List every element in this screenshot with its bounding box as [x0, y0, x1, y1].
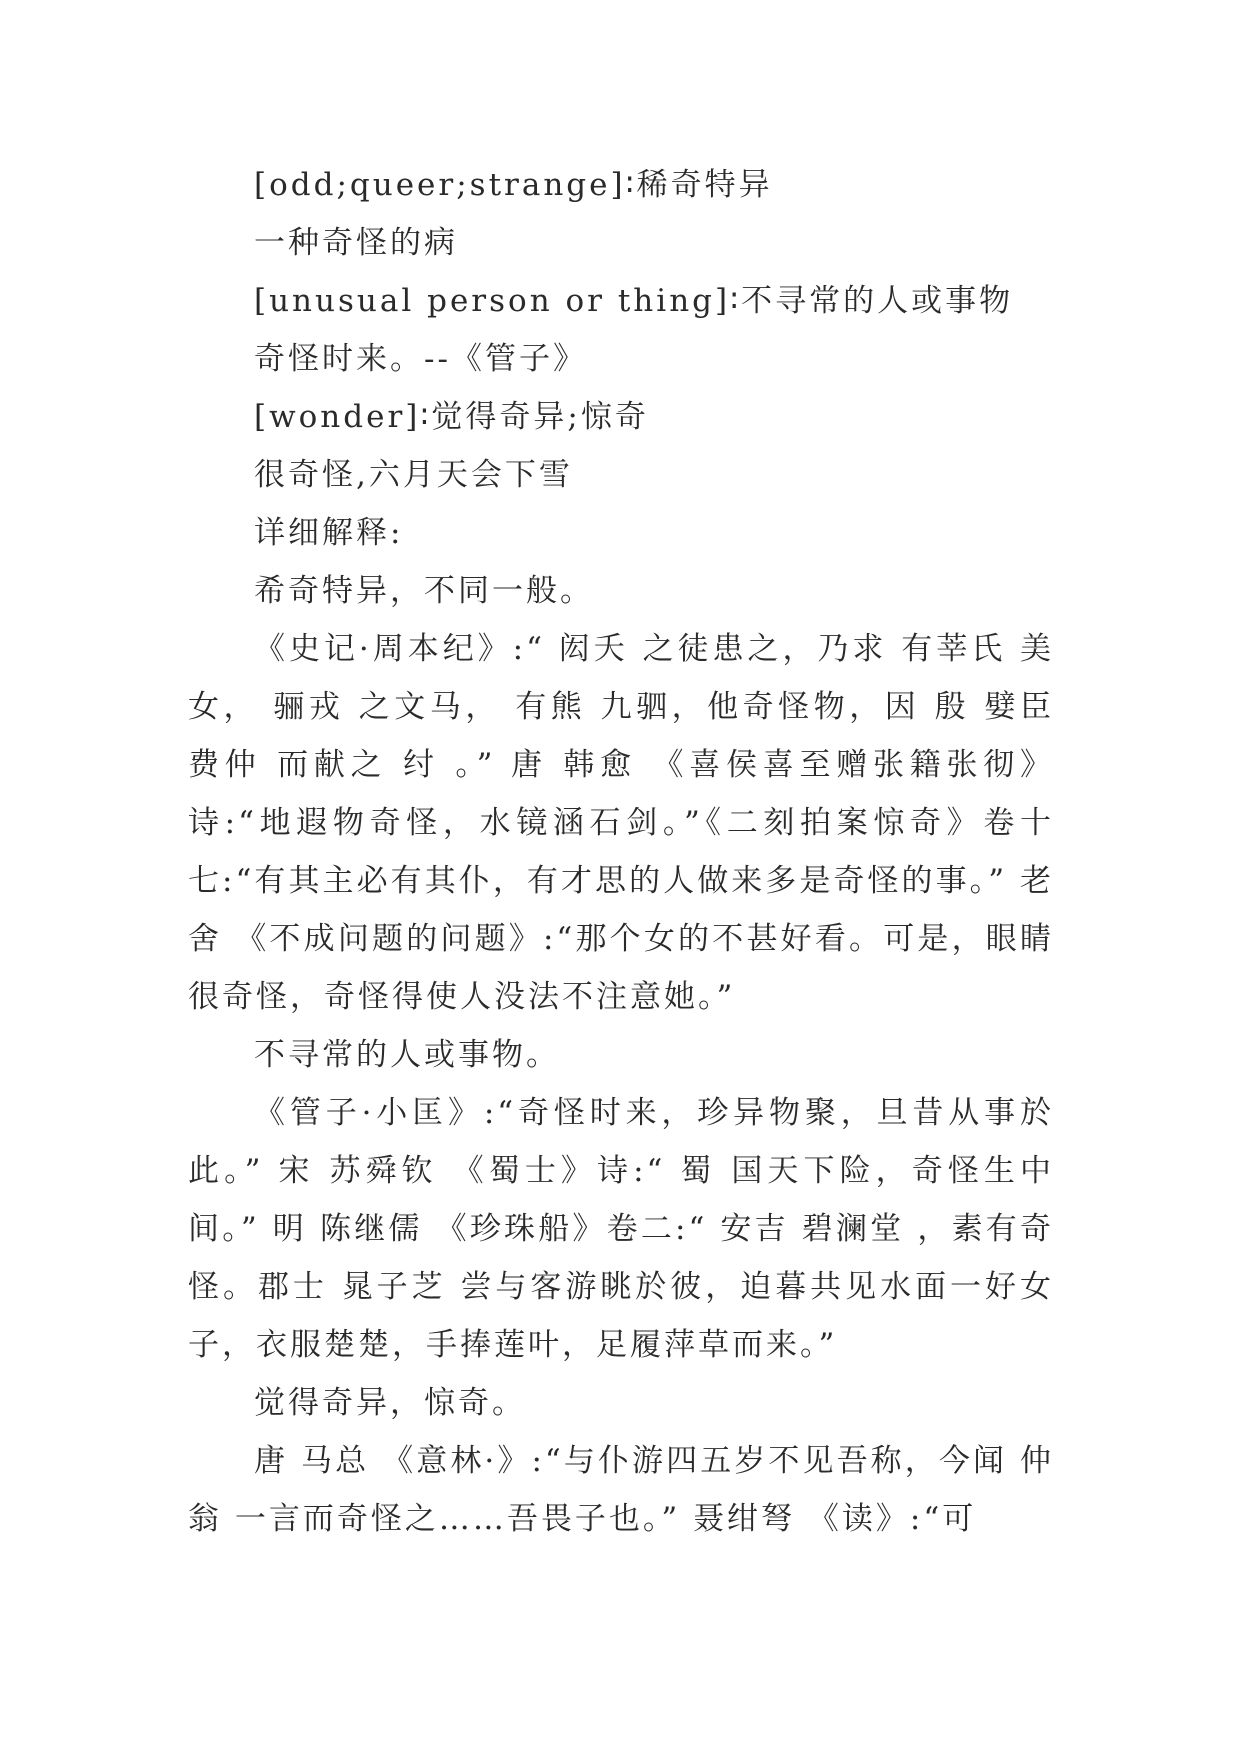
definition-line-1: [odd;queer;strange]∶稀奇特异 [254, 167, 773, 203]
definition-line-2: [unusual person or thing]∶不寻常的人或事物 [254, 283, 1014, 319]
example-line-2: 奇怪时来。--《管子》 [254, 341, 587, 377]
sense-1-text: 希奇特异，不同一般。 [254, 573, 594, 609]
sense-1-citations: 《史记·周本纪》:“ 闳夭 之徒患之，乃求 有莘氏 美女， 骊戎 之文马， 有熊 九驷，他奇怪物，因 殷 嬖臣 费仲 而献之 纣 。” 唐 韩愈 《喜侯喜至赠张籍张彻》诗:“地遐物奇怪，水镜涵石剑。”《二刻拍案惊奇》卷十七:“有其主必有其仆，有才思的人做来多是奇怪的事。” 老舍 《不成问题的问题》:“那个女的不甚好看。可是，眼睛很奇怪，奇怪得使人没法不注意她。” [188, 631, 1054, 1015]
example-line-3: 很奇怪,六月天会下雪 [254, 457, 573, 493]
sense-3-citations: 唐 马总 《意林·》:“与仆游四五岁不见吾称，今闻 仲翁 一言而奇怪之……吾畏子也。” 聂绀弩 《读》:“可 [188, 1443, 1054, 1537]
document-body [188, 156, 1054, 1548]
sense-3-text: 觉得奇异，惊奇。 [254, 1385, 526, 1421]
sense-2-citations: 《管子·小匡》:“奇怪时来，珍异物聚，旦昔从事於此。” 宋 苏舜钦 《蜀士》诗:“ 蜀 国天下险，奇怪生中间。” 明 陈继儒 《珍珠船》卷二:“ 安吉 碧澜堂 ，素有奇怪。郡士 晁子芝 尝与客游眺於彼，迫暮共见水面一好女子，衣服楚楚，手捧莲叶，足履萍草而来。” [188, 1095, 1054, 1363]
example-line-1: 一种奇怪的病 [254, 225, 458, 261]
sense-2-text: 不寻常的人或事物。 [254, 1037, 560, 1073]
detailed-explanation-heading: 详细解释: [254, 515, 404, 551]
definition-line-3: [wonder]∶觉得奇异;惊奇 [254, 399, 649, 435]
